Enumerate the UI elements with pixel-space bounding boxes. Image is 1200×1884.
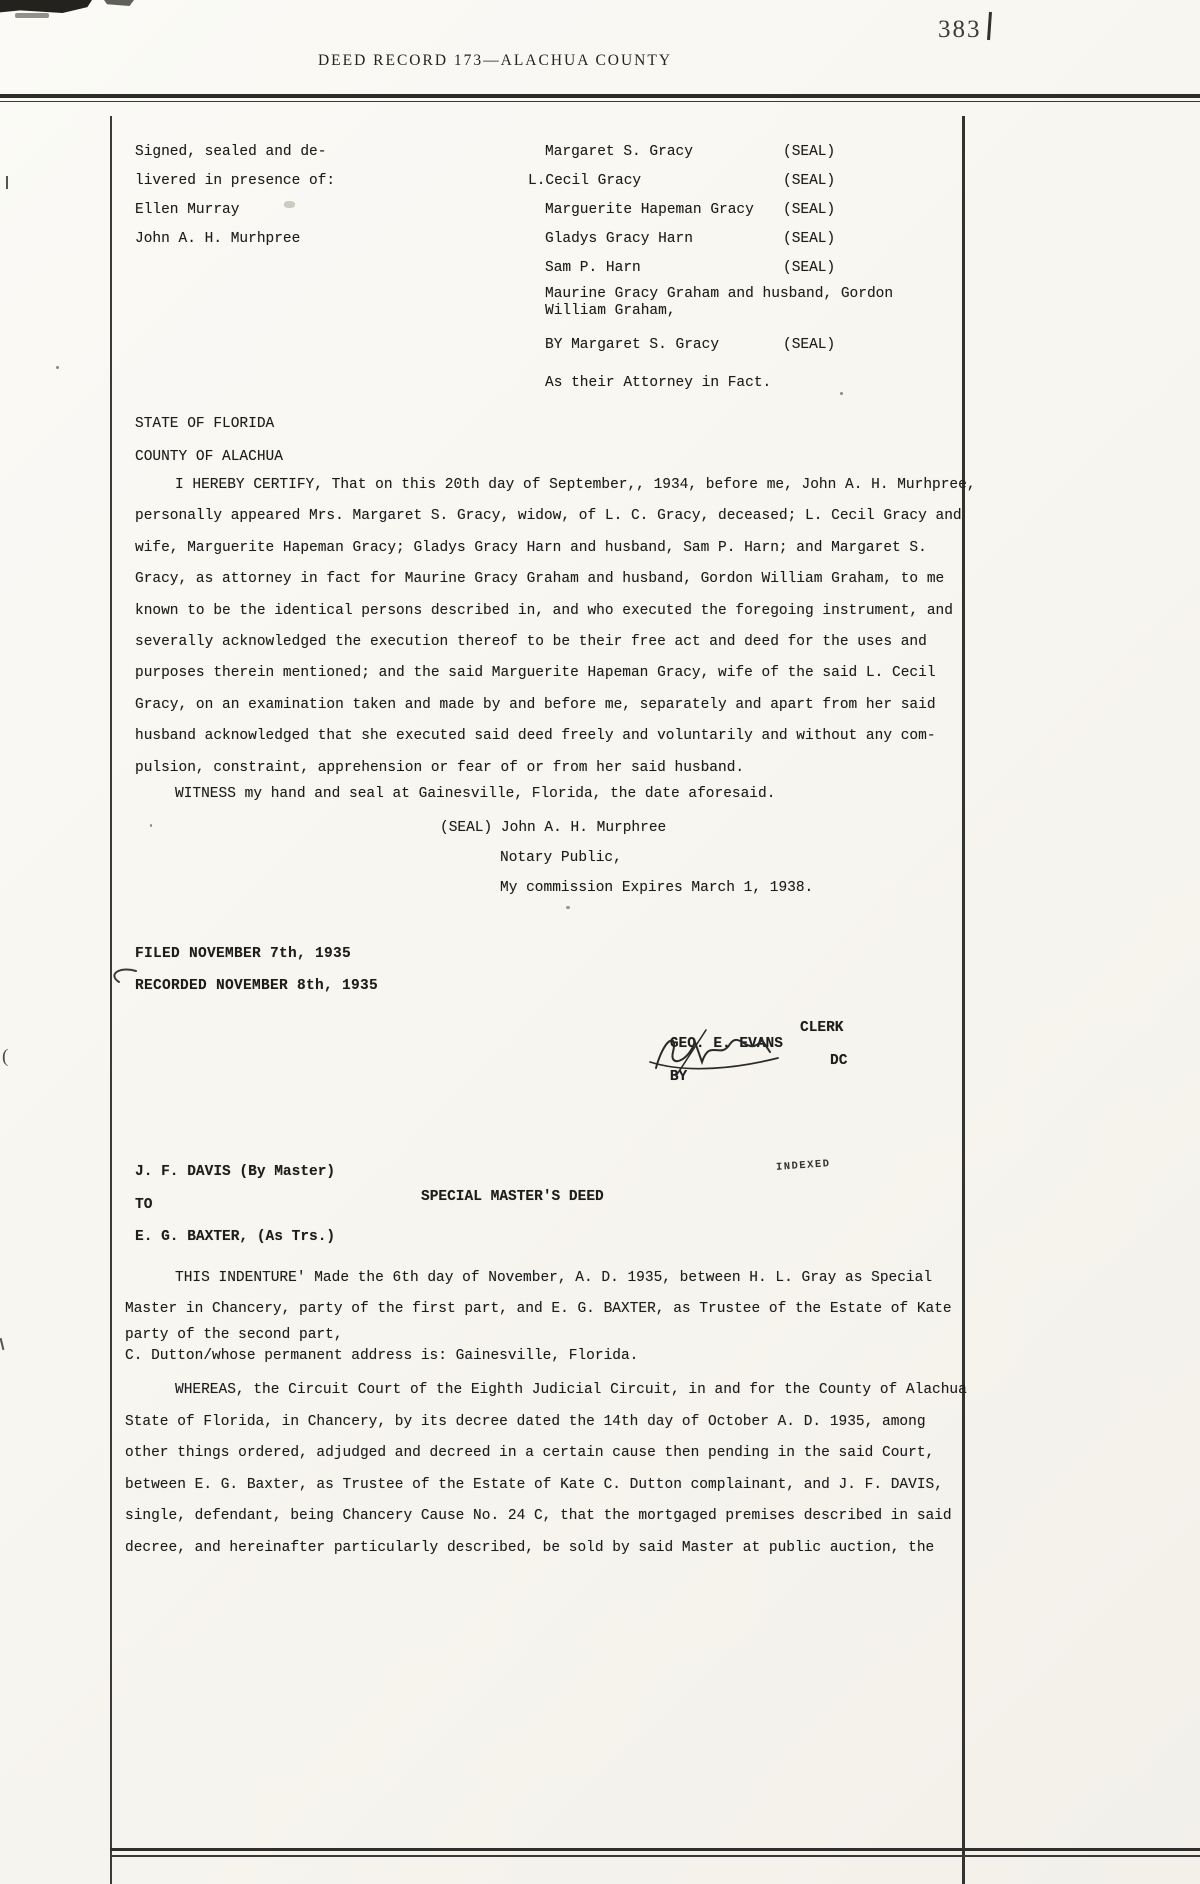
body-line: Gracy, on an examination taken and made by and before me, separately and apart from her said (135, 696, 936, 713)
body-line: Gracy, as attorney in fact for Maurine Gracy Graham and husband, Gordon William Graham, to me (135, 571, 945, 588)
deputy-clerk-initials: DC (830, 1053, 848, 1069)
clerk-title: CLERK (800, 1020, 844, 1036)
scan-artifact (566, 906, 570, 909)
signer-name: Marguerite Hapeman Gracy (545, 202, 754, 218)
filing-block (135, 938, 378, 1002)
body-line: WHEREAS, the Circuit Court of the Eighth Judicial Circuit, in and for the County of Alachua (175, 1382, 967, 1398)
left-border-line (110, 116, 112, 1884)
body-line: pulsion, constraint, apprehension or fear of or from her said husband. (135, 759, 745, 776)
to-label: TO (135, 1196, 153, 1213)
signature-row (545, 138, 975, 167)
indenture-paragraph (125, 1263, 985, 1366)
witness-seal-statement (135, 786, 775, 802)
body-line: I HEREBY CERTIFY, That on this 20th day of September,, 1934, before me, John A. H. Murhpree, (175, 477, 976, 493)
grantee-name: E. G. BAXTER, (As Trs.) (135, 1229, 336, 1245)
clerk-name: GEO. E. EVANS (669, 1036, 783, 1052)
attorney-parties-line-2: William Graham, (545, 303, 676, 319)
signer-name: Margaret S. Gracy (545, 144, 693, 160)
seal-label: (SEAL) (783, 231, 836, 247)
signature-block (528, 138, 975, 398)
body-line: purposes therein mentioned; and the said Marguerite Hapeman Gracy, wife of the said L. Cecil (135, 665, 936, 682)
notary-title: Notary Public, (500, 850, 622, 866)
witness-line-1: Signed, sealed and de- (135, 144, 327, 160)
venue-block (135, 408, 283, 474)
scan-artifact (15, 13, 49, 18)
witness-block (135, 138, 335, 254)
witness-line-2: livered in presence of: (135, 173, 336, 189)
scan-artifact (987, 12, 992, 40)
body-line: Master in Chancery, party of the first part, and E. G. BAXTER, as Trustee of the Estate of Kate (125, 1301, 952, 1317)
page-header: DEED RECORD 173—ALACHUA COUNTY (317, 52, 673, 69)
body-line: decree, and hereinafter particularly described, be sold by said Master at public auction, the (125, 1539, 935, 1556)
signature-row-by-attorney (545, 331, 975, 360)
signature-row (528, 167, 975, 196)
witness-name-ellen-murray: Ellen Murray (135, 202, 240, 218)
seal-label: (SEAL) (783, 337, 836, 353)
body-line: personally appeared Mrs. Margaret S. Gracy, widow, of L. C. Gracy, deceased; L. Cecil Gracy and (135, 508, 962, 525)
deed-caption-block (135, 1156, 335, 1254)
header-rule-thin (0, 101, 1200, 102)
recorded-date: RECORDED NOVEMBER 8th, 1935 (135, 978, 379, 994)
body-line: severally acknowledged the execution thereof to be their free act and deed for the uses and (135, 634, 927, 651)
attorney-in-fact-closing: As their Attorney in Fact. (545, 375, 772, 391)
witness-seal-text: WITNESS my hand and seal at Gainesville, Florida, the date aforesaid. (175, 786, 776, 802)
indexed-stamp: INDEXED (775, 1158, 831, 1174)
body-line: single, defendant, being Chancery Cause No. 24 C, that the mortgaged premises described in said (125, 1508, 952, 1525)
filed-date: FILED NOVEMBER 7th, 1935 (135, 946, 352, 962)
witness-name-john-murhpree: John A. H. Murhpree (135, 231, 301, 247)
acknowledgment-paragraph (135, 470, 985, 784)
seal-label: (SEAL) (783, 144, 836, 160)
attorney-parties-line-1: Maurine Gracy Graham and husband, Gordon (545, 286, 894, 302)
notary-commission: My commission Expires March 1, 1938. (500, 880, 814, 896)
body-line: THIS INDENTURE' Made the 6th day of November, A. D. 1935, between H. L. Gray as Special (175, 1270, 933, 1286)
bottom-rule-thick (110, 1848, 1200, 1851)
signature-row (545, 225, 975, 254)
scan-artifact (56, 366, 59, 369)
scan-artifact (104, 0, 134, 6)
seal-label: (SEAL) (783, 173, 836, 189)
body-line: other things ordered, adjudged and decreed in a certain cause then pending in the said Court, (125, 1445, 935, 1462)
body-line: State of Florida, in Chancery, by its decree dated the 14th day of October A. D. 1935, among (125, 1413, 926, 1430)
body-line: wife, Marguerite Hapeman Gracy; Gladys Gracy Harn and husband, Sam P. Harn; and Margaret S. (135, 539, 927, 556)
signer-name: Sam P. Harn (545, 260, 641, 276)
county-caption: COUNTY OF ALACHUA (135, 449, 283, 465)
handwritten-margin-mark (106, 966, 138, 988)
scan-artifact (0, 1338, 4, 1350)
deputy-clerk-signature (648, 1028, 783, 1083)
seal-label: (SEAL) (783, 202, 836, 218)
signature-row (545, 254, 975, 283)
header-rule-thick (0, 94, 1200, 98)
grantor-name: J. F. DAVIS (By Master) (135, 1164, 336, 1180)
signer-name: Gladys Gracy Harn (545, 231, 693, 247)
state-caption: STATE OF FLORIDA (135, 416, 275, 432)
scan-artifact (150, 824, 152, 827)
notary-seal-name: (SEAL) John A. H. Murphree (440, 820, 667, 836)
whereas-paragraph (125, 1375, 985, 1565)
body-line: between E. G. Baxter, as Trustee of the Estate of Kate C. Dutton complainant, and J. F. DAVIS, (125, 1476, 943, 1493)
body-line: party of the second part, (125, 1327, 343, 1343)
bottom-rule-thin (110, 1855, 1200, 1857)
page-number: 383 (938, 16, 982, 43)
seal-label: (SEAL) (783, 260, 836, 276)
body-line: known to be the identical persons described in, and who executed the foregoing instrument, and (135, 602, 953, 619)
body-line: C. Dutton/whose permanent address is: Gainesville, Florida. (125, 1348, 639, 1364)
scan-artifact (6, 176, 8, 189)
attorney-in-fact-parties (545, 286, 975, 320)
deed-title: SPECIAL MASTER'S DEED (421, 1189, 604, 1205)
scan-artifact: ( (2, 1046, 9, 1067)
scan-artifact (0, 0, 92, 13)
signer-name: L.Cecil Gracy (528, 173, 642, 189)
by-label: BY (669, 1069, 688, 1085)
signer-name: BY Margaret S. Gracy (545, 337, 720, 353)
body-line: husband acknowledged that she executed said deed freely and voluntarily and without any com- (135, 728, 936, 745)
signature-row (545, 196, 975, 225)
